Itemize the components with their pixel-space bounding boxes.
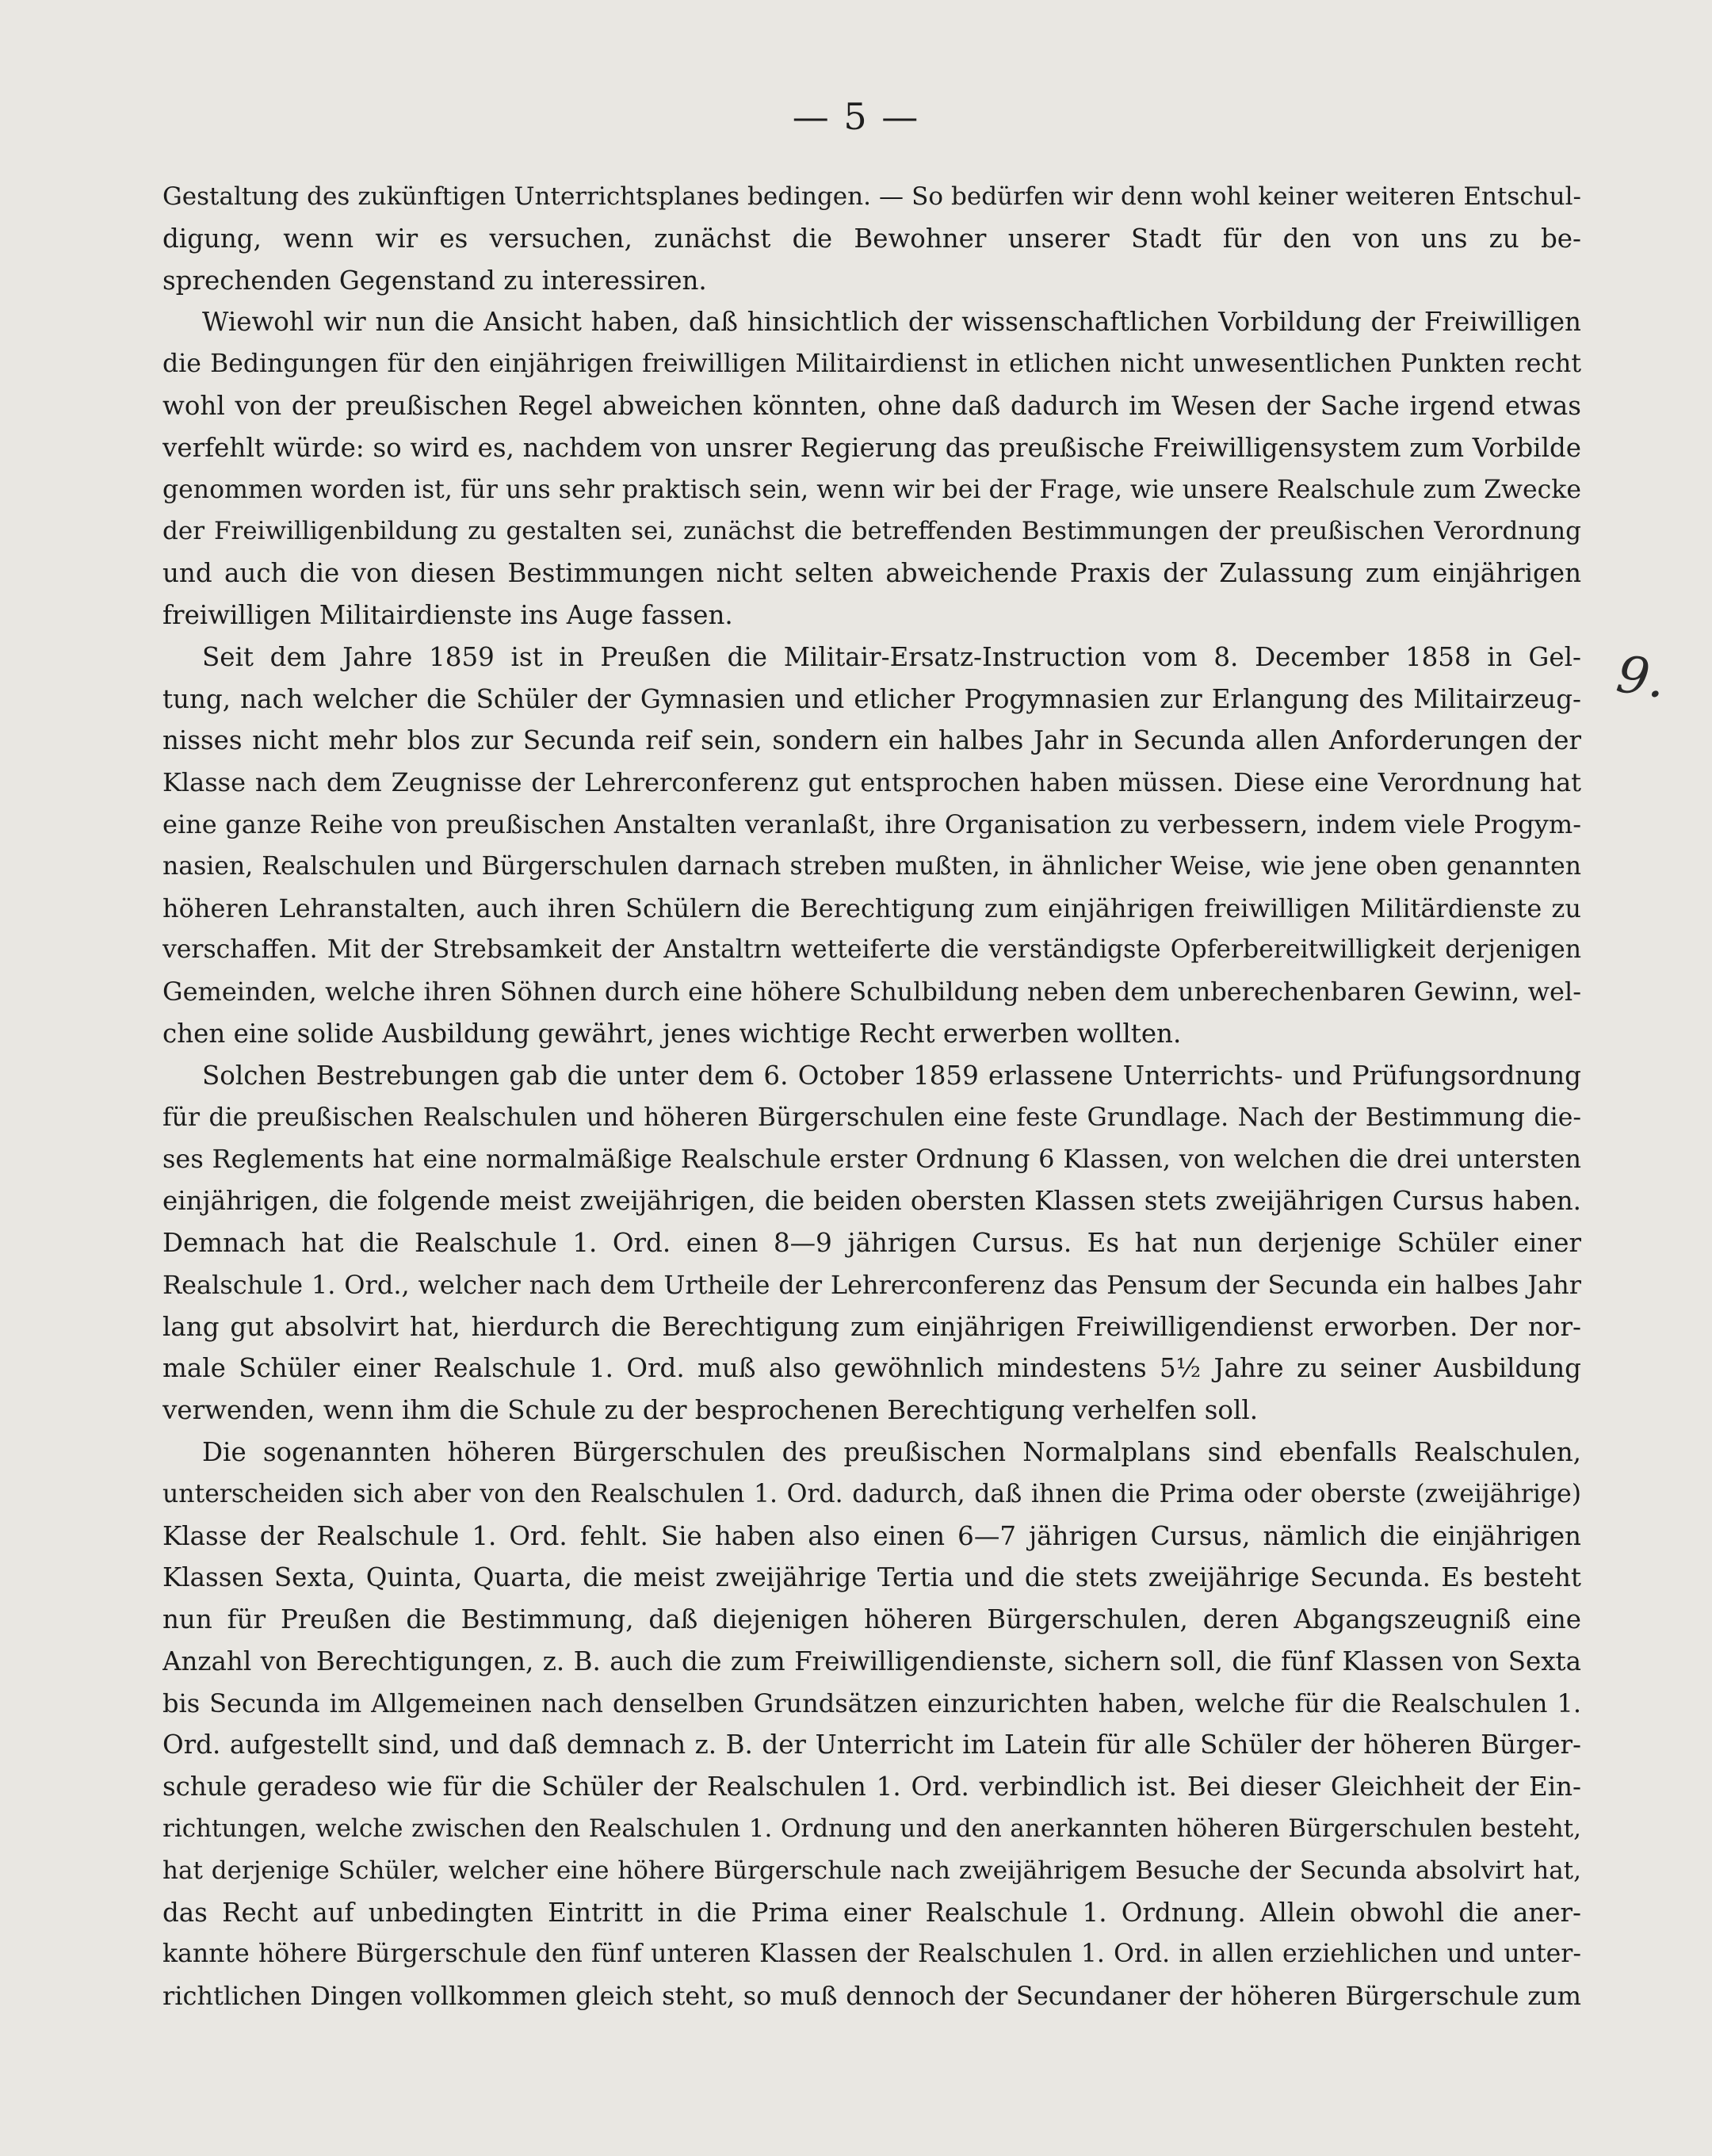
body-text [162,176,1581,2017]
text-line: verwenden, wenn ihm die Schule zu der besprochenen Berechtigung verhelfen soll. [162,1395,1259,1426]
text-line: die Bedingungen für den einjährigen freiwilligen Militairdienst in etlichen nicht unwesentlichen Punkten recht [162,350,1581,379]
text-line: Wiewohl wir nun die Ansicht haben, daß hinsichtlich der wissenschaftlichen Vorbildung der Freiwilligen [202,307,1581,338]
text-line: Klassen Sexta, Quinta, Quarta, die meist zweijährige Tertia und die stets zweijährige Secunda. Es besteht [162,1562,1581,1593]
text-line: hat derjenige Schüler, welcher eine höhere Bürgerschule nach zweijährigem Besuche der Secunda absolvirt hat, [162,1856,1581,1885]
text-line: digung, wenn wir es versuchen, zunächst die Bewohner unserer Stadt für den von uns zu be- [162,223,1581,254]
text-line: Klasse der Realschule 1. Ord. fehlt. Sie haben also einen 6—7 jährigen Cursus, nämlich die einjährigen [162,1520,1581,1551]
text-line: verschaffen. Mit der Strebsamkeit der Anstaltrn wetteiferte die verständigste Opferbereitwilligkeit derjenigen [162,935,1581,965]
text-line: richtungen, welche zwischen den Realschulen 1. Ordnung und den anerkannten höheren Bürgerschulen besteht, [162,1814,1581,1844]
text-line: nisses nicht mehr blos zur Secunda reif sein, sondern ein halbes Jahr in Secunda allen Anforderungen der [162,725,1581,756]
text-line: tung, nach welcher die Schüler der Gymnasien und etlicher Progymnasien zur Erlangung des Militairzeug- [162,683,1581,714]
text-line: richtlichen Dingen vollkommen gleich steht, so muß dennoch der Secundaner der höheren Bürgerschule zum [162,1981,1581,2012]
text-line: Gestaltung des zukünftigen Unterrichtsplanes bedingen. — So bedürfen wir denn wohl keiner weiteren Entschul- [162,182,1581,211]
handwritten-margin-note: 9. [1613,645,1669,710]
text-line: lang gut absolvirt hat, hierdurch die Berechtigung zum einjährigen Freiwilligendienst erworben. Der nor- [162,1311,1581,1342]
text-line: freiwilligen Militairdienste ins Auge fassen. [162,599,733,630]
text-line: schule geradeso wie für die Schüler der Realschulen 1. Ord. verbindlich ist. Bei dieser Gleichheit der Ein- [162,1772,1581,1802]
text-line: der Freiwilligenbildung zu gestalten sei, zunächst die betreffenden Bestimmungen der preußischen Verordnung [162,517,1581,546]
text-line: nun für Preußen die Bestimmung, daß diejenigen höheren Bürgerschulen, deren Abgangszeugniß eine [162,1604,1581,1635]
text-line: Seit dem Jahre 1859 ist in Preußen die Militair-Ersatz-Instruction vom 8. December 1858 in Gel- [202,641,1581,672]
text-line: genommen worden ist, für uns sehr praktisch sein, wenn wir bei der Frage, wie unsere Realschule zum Zwecke [162,475,1581,504]
text-line: Realschule 1. Ord., welcher nach dem Urtheile der Lehrerconferenz das Pensum der Secunda ein halbes Jahr [162,1269,1581,1300]
text-line: wohl von der preußischen Regel abweichen könnten, ohne daß dadurch im Wesen der Sache irgend etwas [162,390,1581,421]
text-line: Demnach hat die Realschule 1. Ord. einen 8—9 jährigen Cursus. Es hat nun derjenige Schüler einer [162,1227,1581,1258]
text-line: höheren Lehranstalten, auch ihren Schülern die Berechtigung zum einjährigen freiwilligen Militärdienste zu [162,893,1581,923]
page-number: — 5 — [792,95,920,138]
text-line: kannte höhere Bürgerschule den fünf unteren Klassen der Realschulen 1. Ord. in allen erziehlichen und unter- [162,1940,1581,1969]
text-line: nasien, Realschulen und Bürgerschulen darnach streben mußten, in ähnlicher Weise, wie jene oben genannten [162,851,1581,881]
text-line: sprechenden Gegenstand zu interessiren. [162,265,707,296]
text-line: ses Reglements hat eine normalmäßige Realschule erster Ordnung 6 Klassen, von welchen die drei untersten [162,1144,1581,1175]
text-line: das Recht auf unbedingten Eintritt in die Prima einer Realschule 1. Ordnung. Allein obwohl die aner- [162,1897,1581,1928]
text-line: einjährigen, die folgende meist zweijährigen, die beiden obersten Klassen stets zweijährigen Cursus haben. [162,1186,1581,1217]
text-line: Ord. aufgestellt sind, und daß demnach z. B. der Unterricht im Latein für alle Schüler der höheren Bürger- [162,1730,1581,1760]
text-line: für die preußischen Realschulen und höheren Bürgerschulen eine feste Grundlage. Nach der Bestimmung die- [162,1103,1581,1132]
text-line: verfehlt würde: so wird es, nachdem von unsrer Regierung das preußische Freiwilligensystem zum Vorbilde [162,432,1581,463]
text-line: und auch die von diesen Bestimmungen nicht selten abweichende Praxis der Zulassung zum einjährigen [162,558,1581,589]
text-line: Anzahl von Berechtigungen, z. B. auch die zum Freiwilligendienste, sichern soll, die fünf Klassen von Sexta [162,1646,1581,1676]
text-line: male Schüler einer Realschule 1. Ord. muß also gewöhnlich mindestens 5½ Jahre zu seiner Ausbildung [162,1353,1581,1384]
text-line: eine ganze Reihe von preußischen Anstalten veranlaßt, ihre Organisation zu verbessern, indem viele Progym- [162,808,1581,839]
text-line: Solchen Bestrebungen gab die unter dem 6. October 1859 erlassene Unterrichts- und Prüfungsordnung [202,1060,1581,1091]
text-line: chen eine solide Ausbildung gewährt, jenes wichtige Recht erwerben wollten. [162,1018,1182,1049]
text-line: bis Secunda im Allgemeinen nach denselben Grundsätzen einzurichten haben, welche für die Realschulen 1. [162,1688,1581,1718]
text-line: Gemeinden, welche ihren Söhnen durch eine höhere Schulbildung neben dem unberechenbaren Gewinn, wel- [162,977,1581,1007]
text-line: unterscheiden sich aber von den Realschulen 1. Ord. dadurch, daß ihnen die Prima oder oberste (zweijährige) [162,1479,1581,1508]
text-line: Klasse nach dem Zeugnisse der Lehrerconferenz gut entsprochen haben müssen. Diese eine Verordnung hat [162,767,1581,798]
text-line: Die sogenannten höheren Bürgerschulen des preußischen Normalplans sind ebenfalls Realschulen, [202,1436,1581,1467]
